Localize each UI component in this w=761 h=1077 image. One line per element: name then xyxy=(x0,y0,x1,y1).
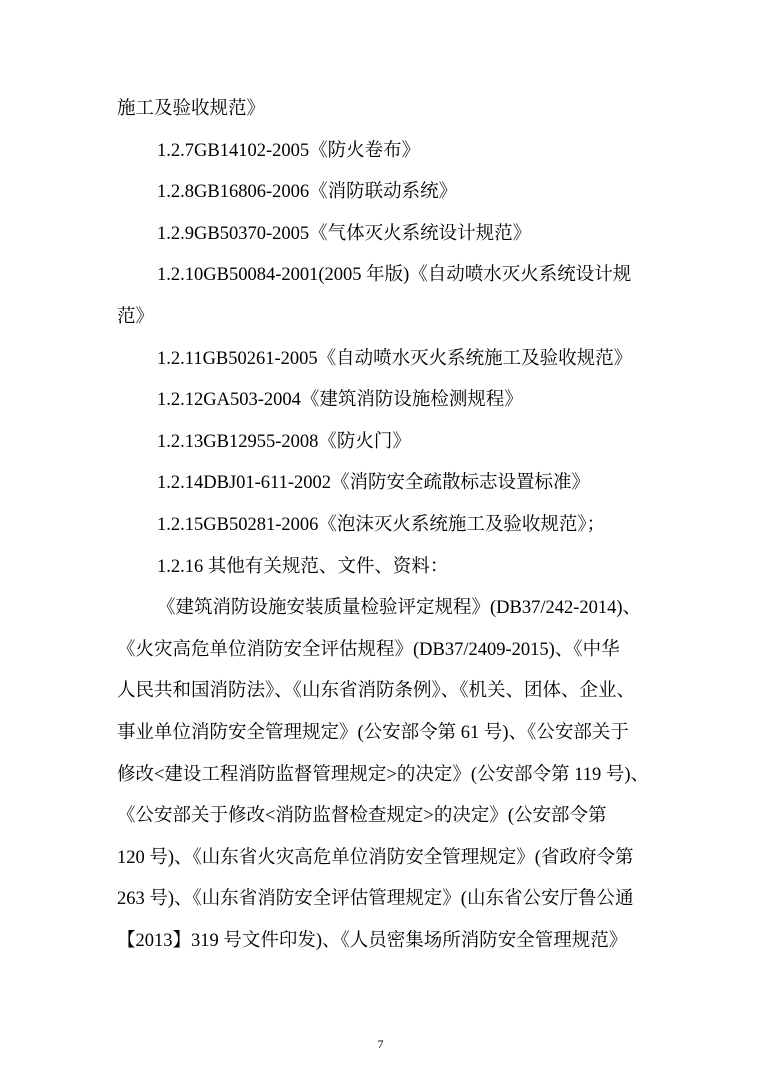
text-line: 1.2.11GB50261-2005《自动喷水灭火系统施工及验收规范》 xyxy=(157,348,633,369)
text-line: 1.2.15GB50281-2006《泡沫灭火系统施工及验收规范》； xyxy=(157,514,606,535)
text-line: 施工及验收规范》 xyxy=(117,99,266,119)
text-line: 1.2.16 其他有关规范、文件、资料： xyxy=(157,556,449,577)
text-line: 1.2.8GB16806-2006《消防联动系统》 xyxy=(157,182,458,203)
text-line: 120 号)、《山东省火灾高危单位消防安全管理规定》(省政府令第 xyxy=(117,847,634,868)
text-line: 1.2.9GB50370-2005《气体灭火系统设计规范》 xyxy=(157,223,532,244)
text-line: 《公安部关于修改<消防监督检查规定>的决定》(公安部令第 xyxy=(117,806,607,827)
text-line: 263 号)、《山东省消防安全评估管理规定》(山东省公安厅鲁公通 xyxy=(117,889,634,910)
text-line: 1.2.13GB12955-2008《防火门》 xyxy=(157,431,411,452)
page-number: 7 xyxy=(377,1037,384,1051)
text-line: 《火灾高危单位消防安全评估规程》(DB37/2409-2015)、《中华 xyxy=(117,639,620,660)
text-line: 【2013】319 号文件印发)、《人员密集场所消防安全管理规范》 xyxy=(117,930,628,951)
text-line: 范》 xyxy=(117,306,155,327)
document-body xyxy=(117,89,650,962)
text-line: 修改<建设工程消防监督管理规定>的决定》(公安部令第 119 号)、 xyxy=(117,764,650,785)
text-line: 1.2.7GB14102-2005《防火卷布》 xyxy=(157,140,421,161)
text-line: 事业单位消防安全管理规定》(公安部令第 61 号)、《公安部关于 xyxy=(117,722,629,743)
text-line: 《建筑消防设施安装质量检验评定规程》(DB37/242-2014)、 xyxy=(157,598,642,619)
text-line: 人民共和国消防法》、《山东省消防条例》、《机关、团体、企业、 xyxy=(117,681,636,702)
text-line: 1.2.14DBJ01-611-2002《消防安全疏散标志设置标准》 xyxy=(157,473,591,494)
text-line: 1.2.12GA503-2004《建筑消防设施检测规程》 xyxy=(157,390,523,411)
text-line: 1.2.10GB50084-2001(2005 年版)《自动喷水灭火系统设计规 xyxy=(157,265,632,286)
